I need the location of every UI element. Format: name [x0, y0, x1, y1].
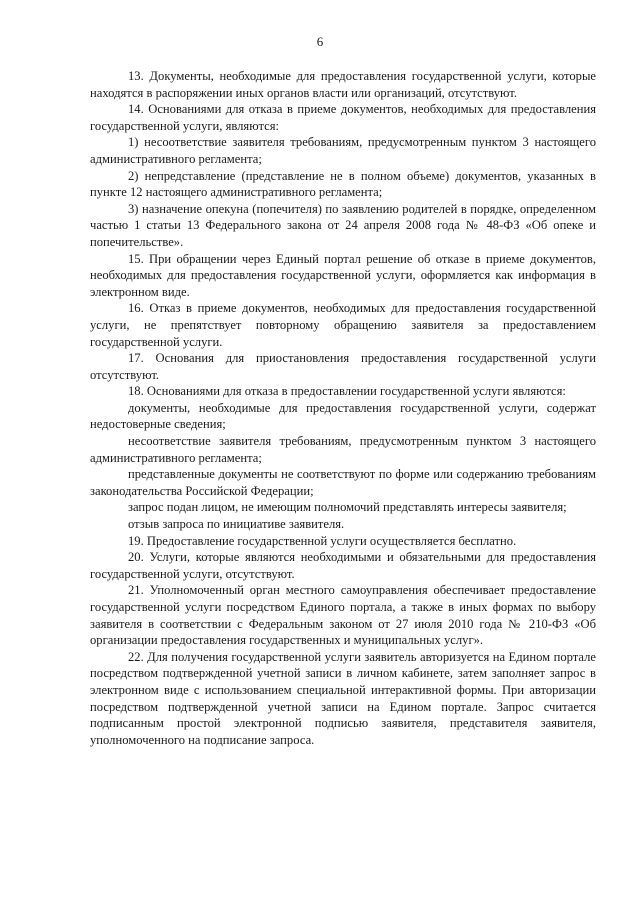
- paragraph-22: 22. Для получения государственной услуги заявитель авторизуется на Едином портале посредством подтвержденной учетной записи в личном кабинете, затем заполняет запрос в электронном виде с использованием специальной интерактивной формы. При авторизации посредством подтвержденной учетной записи на Едином портале. Запрос считается подписанным простой электронной подписью заявителя, представителя заявителя, уполномоченного на подписание запроса.: [90, 649, 596, 747]
- paragraph-18: 18. Основаниями для отказа в предоставлении государственной услуги являются:: [128, 384, 566, 399]
- paragraph-15: 15. При обращении через Единый портал решение об отказе в приеме документов, необходимых для предоставления государственной услуги, оформляется как информация в электронном виде.: [90, 251, 596, 299]
- paragraph-17: 17. Основания для приостановления предоставления государственной услуги отсутствуют.: [90, 351, 596, 382]
- paragraph-20: 20. Услуги, которые являются необходимыми и обязательными для предоставления государственной услуги, отсутствуют.: [90, 550, 596, 581]
- paragraph-14-item-3: 3) назначение опекуна (попечителя) по заявлению родителей в порядке, определенном частью 1 статьи 13 Федерального закона от 24 апреля 2008 года № 48-ФЗ «Об опеке и попечительстве».: [90, 201, 596, 249]
- document-body: [90, 68, 596, 748]
- paragraph-18-item-4: запрос подан лицом, не имеющим полномочий представлять интересы заявителя;: [128, 500, 567, 515]
- paragraph-21: 21. Уполномоченный орган местного самоуправления обеспечивает предоставление государственной услуги посредством Единого портала, а также в иных формах по выбору заявителя в соответствии с Федеральным законом от 27 июля 2010 года № 210-ФЗ «Об организации предоставления государственных и муниципальных услуг».: [90, 583, 596, 648]
- paragraph-19: 19. Предоставление государственной услуги осуществляется бесплатно.: [128, 533, 517, 548]
- paragraph-14-item-2: 2) непредставление (представление не в полном объеме) документов, указанных в пункте 12 настоящего административного регламента;: [90, 168, 596, 200]
- paragraph-18-item-2: несоответствие заявителя требованиям, предусмотренным пунктом 3 настоящего административного регламента;: [90, 434, 596, 465]
- paragraph-16: 16. Отказ в приеме документов, необходимых для предоставления государственной услуги, не препятствует повторному обращению заявителя за предоставлением государственной услуги.: [90, 301, 596, 349]
- paragraph-14: 14. Основаниями для отказа в приеме документов, необходимых для предоставления государственной услуги, являются:: [90, 102, 596, 133]
- paragraph-13: 13. Документы, необходимые для предоставления государственной услуги, которые находятся в распоряжении иных органов власти или организаций, отсутствуют.: [90, 69, 596, 100]
- page-number: 6: [316, 34, 324, 49]
- paragraph-14-item-1: 1) несоответствие заявителя требованиям, предусмотренным пунктом 3 настоящего административного регламента;: [90, 135, 596, 166]
- paragraph-18-item-1: документы, необходимые для предоставления государственной услуги, содержат недостоверные сведения;: [90, 400, 596, 432]
- paragraph-18-item-5: отзыв запроса по инициативе заявителя.: [128, 517, 345, 532]
- paragraph-18-item-3: представленные документы не соответствуют по форме или содержанию требованиям законодательства Российской Федерации;: [90, 467, 596, 498]
